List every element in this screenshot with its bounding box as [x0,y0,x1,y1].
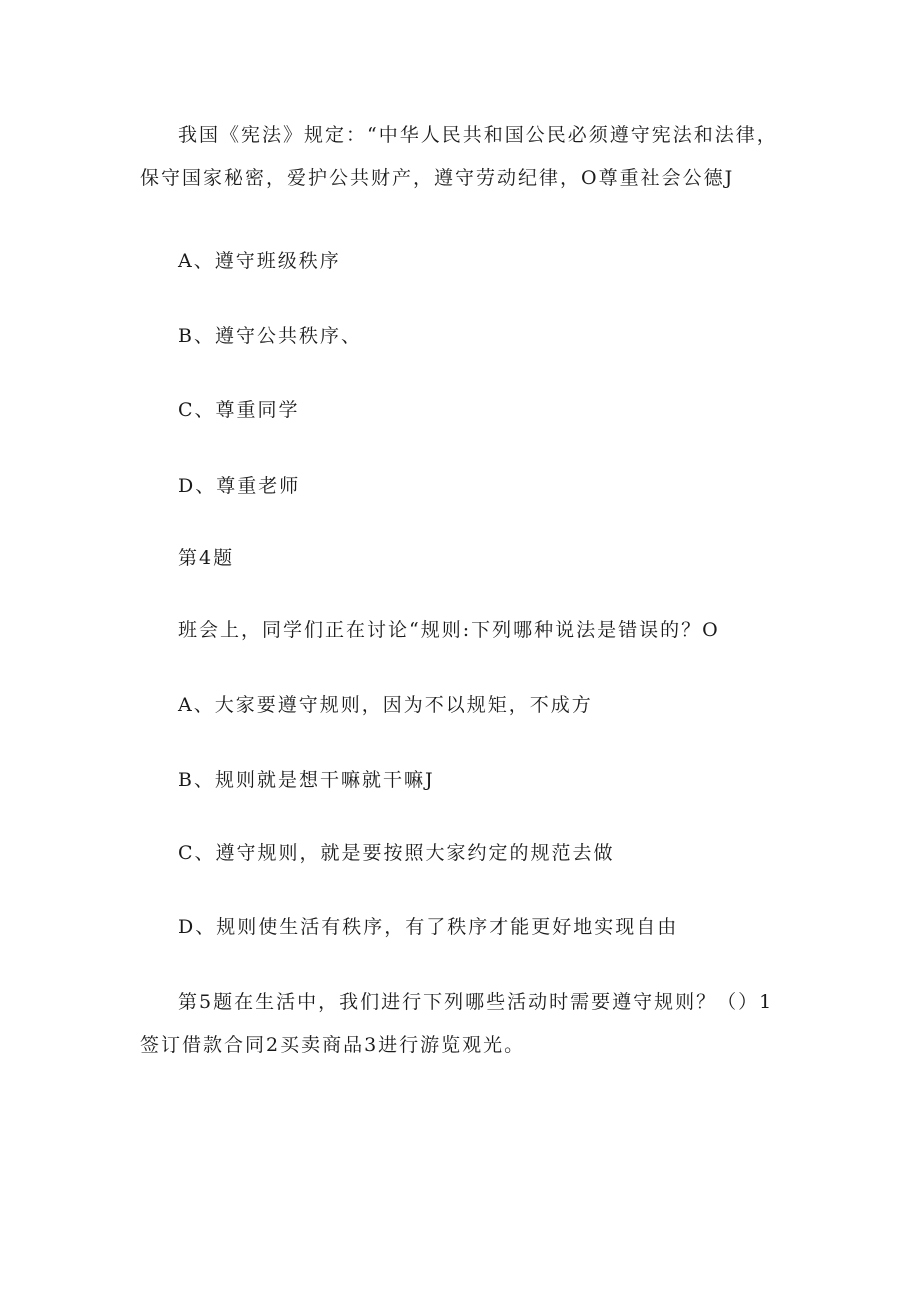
question-4-option-b: B、规则就是想干嘛就干嘛J [178,769,435,791]
question-4-option-c: C、遵守规则，就是要按照大家约定的规范去做 [178,842,615,864]
question-5-text: 第5题在生活中，我们进行下列哪些活动时需要遵守规则？（）1签订借款合同2买卖商品3进行游览观光。 [140,991,774,1056]
question-4-stem: 班会上，同学们正在讨论“规则:下列哪种说法是错误的？O [178,619,720,641]
question-4-option-a: A、大家要遵守规则，因为不以规矩，不成方 [178,694,593,716]
question-3-option-c: C、尊重同学 [178,399,300,421]
question-3-option-d: D、尊重老师 [178,475,301,497]
question-4-option-d: D、规则使生活有秩序，有了秩序才能更好地实现自由 [178,916,679,938]
question-3-stem: 我国《宪法》规定：“中华人民共和国公民必须遵守宪法和法律，保守国家秘密，爱护公共财产，遵守劳动纪律，O尊重社会公德J [140,124,778,189]
question-4-heading: 第4题 [178,547,235,569]
question-3-option-b: B、遵守公共秩序、 [178,325,362,347]
question-3-option-a: A、遵守班级秩序 [178,250,341,272]
